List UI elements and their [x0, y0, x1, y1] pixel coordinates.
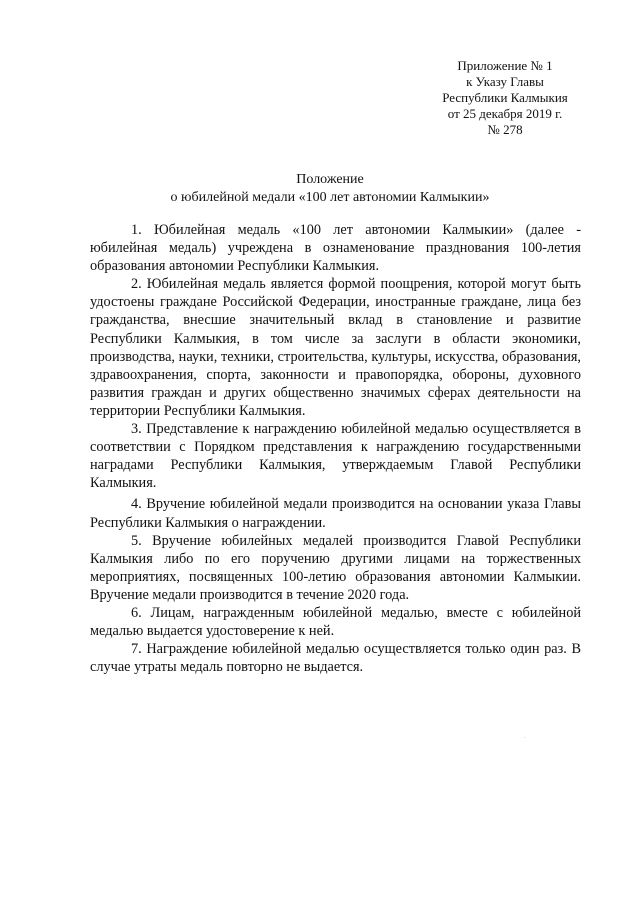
appendix-number: № 278 — [487, 122, 523, 137]
paragraph: 6. Лицам, награжденным юбилейной медалью, вместе с юбилейной медалью выдается удостоверение к ней. — [90, 604, 581, 640]
paragraph: 4. Вручение юбилейной медали производится на основании указа Главы Республики Калмыкия о награждении. — [90, 496, 581, 531]
appendix-line: к Указу Главы — [466, 74, 544, 89]
scan-mark: . — [524, 734, 526, 740]
appendix-block — [430, 58, 580, 138]
appendix-line: Приложение № 1 — [457, 58, 553, 73]
paragraph: 5. Вручение юбилейных медалей производится Главой Республики Калмыкия либо по его поручению другими лицами на торжественных мероприятиях, посвященных 100-летию образования автономии Калмыкии. Вручение медали производится в течение 2020 года. — [90, 532, 581, 603]
paragraph: 1. Юбилейная медаль «100 лет автономии Калмыкии» (далее - юбилейная медаль) учреждена в ознаменование празднования 100-летия образования автономии Республики Калмыкия. — [90, 222, 581, 275]
title-line: Положение — [296, 172, 364, 187]
appendix-line: Республики Калмыкия — [442, 90, 568, 105]
subtitle-line: о юбилейной медали «100 лет автономии Калмыкии» — [170, 190, 490, 205]
document-body — [90, 221, 581, 676]
document-title — [150, 171, 510, 207]
paragraph: 3. Представление к награждению юбилейной медалью осуществляется в соответствии с Порядком представления к награждению государственными наградами Республики Калмыкия, утверждаемым Главой Республики Калмыкия. — [90, 421, 581, 492]
paragraph: 7. Награждение юбилейной медалью осуществляется только один раз. В случае утраты медаль повторно не выдается. — [90, 641, 581, 676]
paragraph: 2. Юбилейная медаль является формой поощрения, которой могут быть удостоены граждане Российской Федерации, иностранные граждане, лица без гражданства, внесшие значительный вклад в становление и развитие Республики Калмыкия, в том числе за заслуги в области экономики, производства, науки, техники, строительства, культуры, искусства, образования, здравоохранения, спорта, законности и правопорядка, обороны, духовного развития граждан и других общественно значимых сферах деятельности на территории Республики Калмыкия. — [90, 276, 581, 419]
appendix-date: от 25 декабря 2019 г. — [447, 106, 563, 121]
